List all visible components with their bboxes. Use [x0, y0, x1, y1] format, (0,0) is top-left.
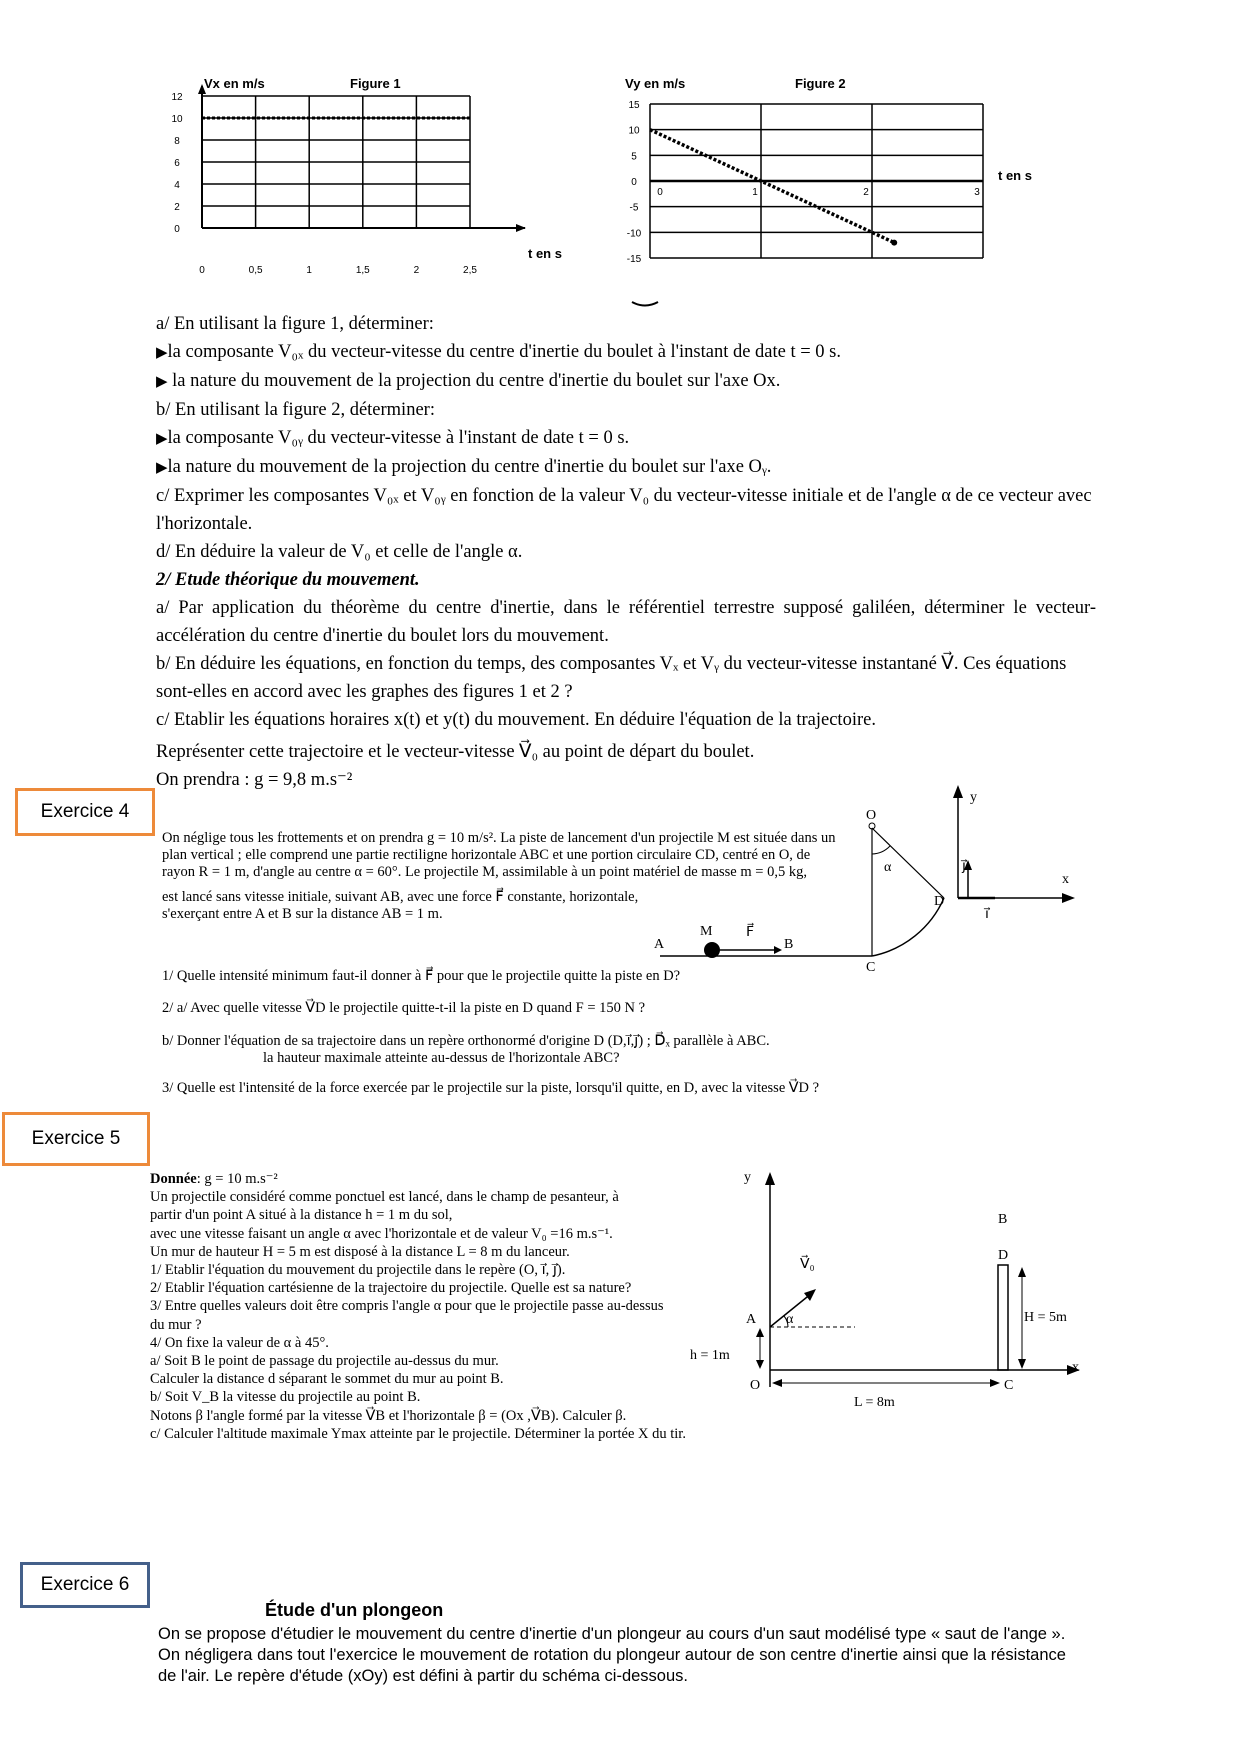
ex4-q1: 1/ Quelle intensité minimum faut-il donner à F⃗ pour que le projectile quitte la piste en D? — [162, 968, 681, 984]
ex4-label-alpha: α — [884, 860, 892, 875]
ex5-l3: Un mur de hauteur H = 5 m est disposé à la distance L = 8 m du lanceur. — [150, 1243, 570, 1260]
ex4-q2b2: la hauteur maximale atteinte au-dessus de l'horizontale ABC? — [263, 1050, 620, 1066]
q-a1: ▶la composante V₀ₓ du vecteur-vitesse du centre d'inertie du boulet à l'instant de date t = 0 s. — [156, 342, 841, 362]
ex5-q3: 3/ Entre quelles valeurs doit être compris l'angle α pour que le projectile passe au-dessus du mur ? — [150, 1298, 664, 1333]
x-tick-label: 1 — [306, 265, 312, 276]
y-tick-label: -10 — [626, 228, 642, 240]
ex5-label-v0: V⃗₀ — [800, 1257, 815, 1272]
ex5-l1: Un projectile considéré comme ponctuel est lancé, dans le champ de pesanteur, à partir d'un point A situé à la distance h = 1 m du sol, — [150, 1189, 619, 1224]
ex4-p1: On néglige tous les frottements et on prendra g = 10 m/s². La piste de lancement d'un projectile M est située dans un plan vertical ; elle comprend une partie rectiligne horizontale ABC et une portion circulaire CD, centré en O, de rayon R = 1 m, d'angle au centre α = 60°. Le projectile M, assimilable à un point matériel de masse m = 0,5 kg, — [162, 830, 836, 880]
ex5-q4b: b/ Soit V_B la vitesse du projectile au point B. — [150, 1389, 421, 1406]
bullet-icon: ▶ — [156, 345, 168, 361]
ex5-label-x: x — [1072, 1360, 1079, 1375]
ex4-label-i: i⃗ — [985, 907, 989, 922]
figure1-ylabel: Vx en m/s — [204, 76, 265, 91]
q-a-intro: a/ En utilisant la figure 1, déterminer: — [156, 314, 434, 334]
figure2-ylabel: Vy en m/s — [625, 76, 686, 91]
bullet-icon: ▶ — [156, 460, 168, 476]
q-d: d/ En déduire la valeur de V₀ et celle de l'angle α. — [156, 542, 523, 562]
ex4-q3: 3/ Quelle est l'intensité de la force exercée par le projectile sur la piste, lorsqu'il quitte, en D, avec la vitesse V⃗D ? — [162, 1080, 820, 1096]
y-tick-label: 12 — [171, 92, 183, 103]
bullet-icon: ▶ — [156, 431, 168, 447]
ex4-label-f: F⃗ — [746, 925, 755, 940]
ex5-label-b: B — [998, 1212, 1008, 1227]
q-b-intro: b/ En utilisant la figure 2, déterminer: — [156, 400, 435, 420]
x-tick-label: 0 — [657, 187, 663, 198]
ex5-l2: avec une vitesse faisant un angle α avec l'horizontale et de valeur V₀ =16 m.s⁻¹. — [150, 1225, 613, 1242]
arrow-icon — [765, 1172, 775, 1185]
y-tick-label: 10 — [628, 125, 640, 137]
ex5-q4b2: Notons β l'angle formé par la vitesse V⃗B et l'horizontale β = (Ox ,V⃗B). Calculer β. — [150, 1407, 627, 1424]
ball-icon — [704, 942, 720, 958]
arrow-icon — [516, 224, 526, 232]
y-tick-label: 15 — [628, 100, 640, 111]
ex5-label-o: O — [750, 1378, 761, 1393]
series-vy — [650, 130, 894, 243]
x-tick-label: 3 — [974, 187, 980, 198]
ex4-label-x: x — [1062, 872, 1069, 887]
y-tick-label: -5 — [629, 202, 639, 214]
ex4-q2a: 2/ a/ Avec quelle vitesse V⃗D le projectile quitte-t-il la piste en D quand F = 150 N ? — [162, 1000, 646, 1016]
x-tick-label: 2,5 — [463, 265, 477, 276]
ex5-label-d: D — [998, 1248, 1009, 1263]
ex5-label-hh: H = 5m — [1024, 1310, 1067, 1325]
figure2-title: Figure 2 — [795, 76, 846, 91]
exercise6-label: Exercice 6 — [20, 1562, 150, 1608]
ex5-diagram — [740, 1165, 1090, 1405]
figure1-xlabel: t en s — [528, 246, 562, 261]
ex5-wall — [998, 1265, 1008, 1370]
q-a2: ▶ la nature du mouvement de la projection du centre d'inertie du boulet sur l'axe Ox. — [156, 371, 781, 391]
arrow-icon — [1062, 893, 1075, 903]
ex5-statement — [150, 1170, 790, 1443]
arrow-icon — [804, 1289, 816, 1301]
exercise5-label: Exercice 5 — [2, 1112, 150, 1166]
figure2-chart — [615, 68, 1075, 283]
ex5-q4c: c/ Calculer l'altitude maximale Ymax atteinte par le projectile. Déterminer la portée X du tir. — [150, 1425, 686, 1442]
q-b2: ▶la nature du mouvement de la projection du centre d'inertie du boulet sur l'axe Oᵧ. — [156, 457, 772, 477]
y-tick-label: 2 — [174, 202, 180, 213]
ex5-donnee: Donnée: g = 10 m.s⁻² — [150, 1171, 278, 1187]
x-tick-label: 0,5 — [248, 265, 263, 276]
ex4-label-o: O — [866, 808, 877, 823]
part2-heading: 2/ Etude théorique du mouvement. — [156, 570, 420, 590]
figure1-plot — [150, 68, 600, 283]
figure2-plot — [615, 68, 1075, 283]
ex4-label-d: D — [934, 894, 945, 909]
ex5-label-l: L = 8m — [854, 1395, 895, 1410]
ex5-label-c: C — [1004, 1378, 1014, 1393]
ex5-label-a: A — [746, 1312, 757, 1327]
q2-b: b/ En déduire les équations, en fonction du temps, des composantes Vₓ et Vᵧ du vecteur-vitesse instantané V⃗. Ces équations sont-elles en accord avec les graphes des figures 1 et 2 ? — [156, 654, 1067, 702]
x-tick-label: 1,5 — [355, 265, 370, 276]
arrow-icon — [953, 785, 963, 798]
series-end-point — [891, 240, 897, 246]
x-tick-label: 2 — [413, 265, 420, 276]
x-tick-label: 0 — [199, 265, 205, 276]
q2-g: On prendra : g = 9,8 m.s⁻² — [156, 770, 353, 790]
y-tick-label: 10 — [171, 114, 183, 125]
ex5-q4: 4/ On fixe la valeur de α à 45°. — [150, 1334, 329, 1351]
q2-c: c/ Etablir les équations horaires x(t) et y(t) du mouvement. En déduire l'équation de la trajectoire. — [156, 710, 876, 730]
ex4-label-m: M — [700, 924, 713, 939]
q-c: c/ Exprimer les composantes V₀ₓ et V₀ᵧ en fonction de la valeur V₀ du vecteur-vitesse initiale et de l'angle α de ce vecteur avec l'horizontale. — [156, 486, 1092, 534]
ex5-label-alpha: α — [786, 1312, 794, 1327]
ex4-p2: est lancé sans vitesse initiale, suivant AB, avec une force F⃗ constante, horizontale, s'exerçant entre A et B sur la distance AB = 1 m. — [162, 889, 639, 922]
y-tick-label: 0 — [174, 224, 180, 235]
q2-a: a/ Par application du théorème du centre d'inertie, dans le référentiel terrestre supposé galiléen, déterminer le vecteur-accélération du centre d'inertie du boulet lors du mouvement. — [156, 598, 1096, 646]
ex6-text: On se propose d'étudier le mouvement du centre d'inertie d'un plongeur au cours d'un saut modélisé type « saut de l'ange ». On négligera dans tout l'exercice le mouvement de rotation du plongeur autour de son centre d'inertie ainsi que la résistance de l'air. Le repère d'étude (xOy) est défini à partir du schéma ci-dessous. — [158, 1625, 1066, 1685]
x-tick-label: 1 — [752, 187, 758, 198]
ex5-q4a2: Calculer la distance d séparant le sommet du mur au point B. — [150, 1371, 504, 1388]
y-tick-label: 5 — [631, 151, 637, 163]
ex6-title: Étude d'un plongeon — [265, 1600, 444, 1620]
bullet-icon: ▶ — [156, 374, 168, 390]
y-tick-label: 6 — [174, 158, 180, 169]
ex4-label-a: A — [654, 937, 665, 952]
ex5-label-y: y — [744, 1170, 751, 1185]
ex4-label-b: B — [784, 937, 794, 952]
y-tick-label: 8 — [174, 136, 180, 147]
q2-rep: Représenter cette trajectoire et le vecteur-vitesse V⃗₀ au point de départ du boulet. — [156, 742, 755, 762]
y-tick-label: -15 — [626, 254, 642, 265]
q-b1: ▶la composante V₀ᵧ du vecteur-vitesse à l'instant de date t = 0 s. — [156, 428, 630, 448]
y-tick-label: 0 — [631, 177, 637, 188]
figure2-xlabel: t en s — [998, 168, 1032, 183]
ex5-label-h: h = 1m — [690, 1348, 730, 1363]
arrow-icon — [774, 946, 782, 954]
arrow-icon — [198, 84, 206, 94]
exercise4-label: Exercice 4 — [15, 788, 155, 836]
ex4-q2b: b/ Donner l'équation de sa trajectoire dans un repère orthonormé d'origine D (D,i⃗,j⃗) ; D⃗ₓ parallèle à ABC. — [162, 1033, 770, 1049]
figure1-chart — [150, 68, 600, 283]
ex5-q1: 1/ Etablir l'équation du mouvement du projectile dans le repère (O, i⃗, j⃗). — [150, 1262, 566, 1279]
ex4-label-j: j⃗ — [962, 859, 966, 874]
ex5-q2: 2/ Etablir l'équation cartésienne de la trajectoire du projectile. Quelle est sa nature? — [150, 1280, 632, 1297]
figure1-title: Figure 1 — [350, 76, 401, 91]
ex4-label-c: C — [866, 960, 876, 975]
question-block — [156, 310, 1096, 794]
y-tick-label: 4 — [174, 180, 180, 191]
ex4-label-y: y — [970, 790, 977, 805]
decorative-brace — [630, 300, 660, 310]
x-tick-label: 2 — [863, 187, 869, 198]
ex5-q4a: a/ Soit B le point de passage du projectile au-dessus du mur. — [150, 1353, 499, 1370]
